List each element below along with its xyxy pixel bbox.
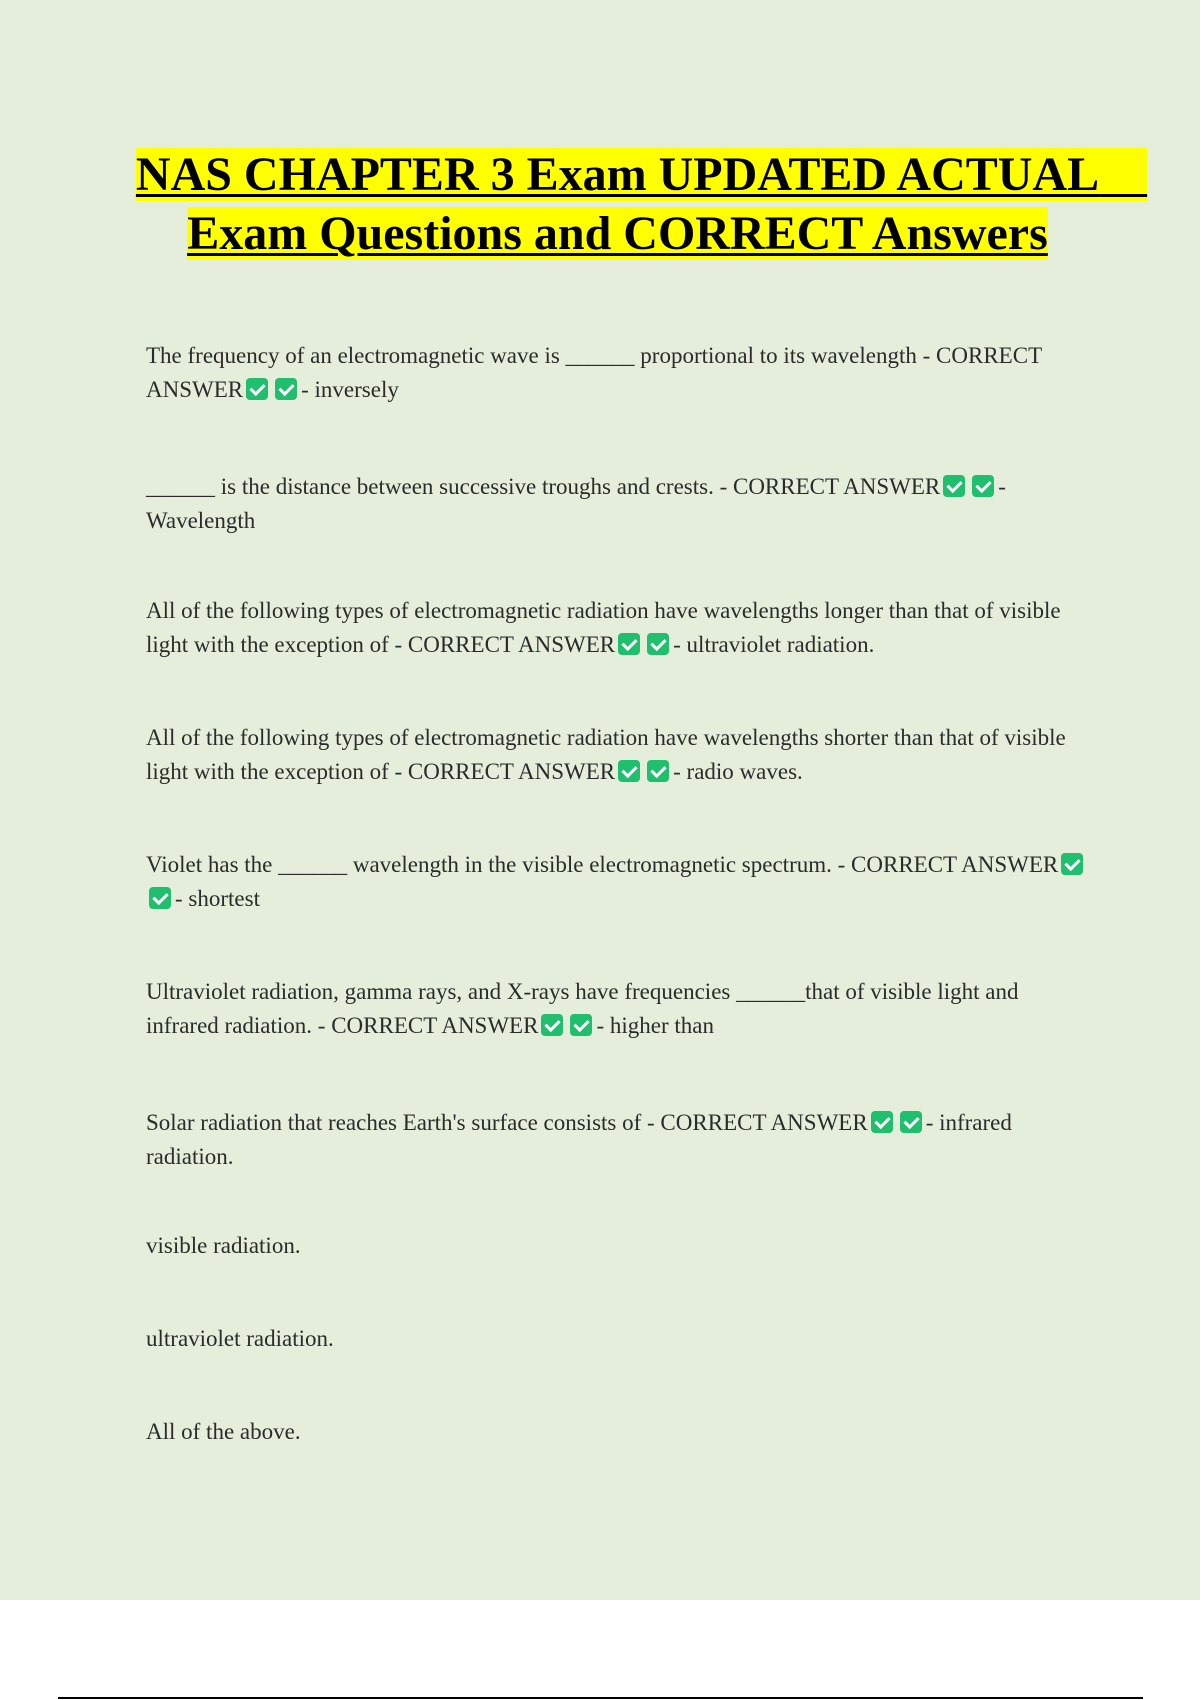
check-mark-icon <box>972 475 994 497</box>
question-item: The frequency of an electromagnetic wave is ______ proportional to its wavelength - CORRECT ANSWER - inversely <box>146 343 1042 402</box>
document-title: NAS CHAPTER 3 Exam UPDATED ACTUAL Exam Questions and CORRECT Answers <box>135 148 1148 260</box>
check-mark-icon <box>871 1111 893 1133</box>
check-mark-icon <box>900 1111 922 1133</box>
check-mark-icon <box>149 887 171 909</box>
check-mark-icon <box>618 760 640 782</box>
check-mark-icon <box>647 760 669 782</box>
check-mark-icon <box>618 633 640 655</box>
check-mark-icon <box>647 633 669 655</box>
question-item: All of the following types of electromagnetic radiation have wavelengths shorter than that of visible light with the exception of - CORRECT ANSWER - radio waves. <box>146 725 1066 784</box>
check-mark-icon <box>246 378 268 400</box>
check-mark-icon <box>1061 853 1083 875</box>
question-item: ______ is the distance between successive troughs and crests. - CORRECT ANSWER - Wavelength <box>146 474 1006 533</box>
question-item: Solar radiation that reaches Earth's surface consists of - CORRECT ANSWER - infrared radiation. <box>146 1110 1012 1169</box>
option-line: visible radiation. <box>146 1233 301 1258</box>
check-mark-icon <box>275 378 297 400</box>
option-line: All of the above. <box>146 1419 301 1444</box>
question-item: Ultraviolet radiation, gamma rays, and X-rays have frequencies ______that of visible light and infrared radiation. - CORRECT ANSWER - higher than <box>146 979 1019 1038</box>
question-item: Violet has the ______ wavelength in the visible electromagnetic spectrum. - CORRECT ANSWER- shortest <box>146 848 1096 916</box>
check-mark-icon <box>943 475 965 497</box>
option-line: ultraviolet radiation. <box>146 1326 334 1351</box>
footer-rule <box>58 1697 1143 1699</box>
question-item: All of the following types of electromagnetic radiation have wavelengths longer than that of visible light with the exception of - CORRECT ANSWER - ultraviolet radiation. <box>146 598 1061 657</box>
check-mark-icon <box>541 1014 563 1036</box>
check-mark-icon <box>570 1014 592 1036</box>
